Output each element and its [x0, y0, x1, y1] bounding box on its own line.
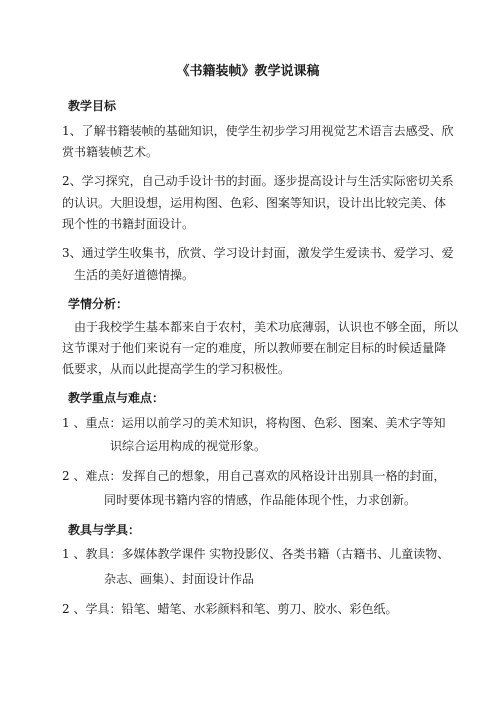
keypoints-item2-line2: 同时要体现书籍内容的情感，作品能体现个性，力求创新。: [104, 493, 417, 507]
goals-item3-line1: 3、通过学生收集书，欣赏、学习设计封面，激发学生爱读书、爱学习、爱: [62, 246, 454, 260]
goals-item2-line1: 2、学习探究，自己动手设计书的封面。逐步提高设计与生活实际密切关系: [62, 174, 454, 188]
analysis-line2: 这节课对于他们来说有一定的难度，所以教师要在制定目标的时候适量降: [62, 341, 447, 355]
tools-item1-line1: 1 、教具：多媒体教学课件 实物投影仪、各类书籍（古籍书、儿童读物、: [62, 547, 450, 561]
goals-item2-line3: 现个性的书籍封面设计。: [62, 217, 195, 231]
goals-item1-line1: 1、了解书籍装帧的基础知识，使学生初步学习用视觉艺术语言去感受、欣: [62, 124, 454, 138]
tools-item1-line2: 杂志、画集）、封面设计作品: [104, 572, 255, 586]
keypoints-item1-line1: 1 、重点：运用以前学习的美术知识，将构图、色彩、图案、美术字等知: [62, 416, 446, 430]
section-heading-tools: 教具与学具：: [68, 523, 141, 537]
goals-item1-line2: 赏书籍装帧艺术。: [62, 145, 159, 159]
goals-item2-line2: 的认识。大胆设想，运用构图、色彩、图案等知识，设计出比较完美、体: [62, 196, 447, 210]
keypoints-item1-line2: 识综合运用构成的视觉形象。: [110, 439, 267, 453]
document-title: 《书籍装帧》教学说课稿: [176, 64, 320, 79]
section-heading-goals: 教学目标: [68, 99, 117, 113]
analysis-line1: 由于我校学生基本都来自于农村，美术功底薄弱，认识也不够全面，所以: [74, 320, 459, 334]
goals-item3-line2: 生活的美好道德情操。: [74, 268, 195, 282]
tools-item2-line1: 2 、学具：铅笔、蜡笔、水彩颜料和笔、剪刀、胶水、彩色纸。: [62, 602, 398, 616]
section-heading-analysis: 学情分析：: [68, 297, 129, 311]
analysis-line3: 低要求，从而以此提高学生的学习积极性。: [62, 362, 291, 376]
keypoints-item2-line1: 2 、难点：发挥自己的想象，用自己喜欢的风格设计出别具一格的封面，: [62, 469, 446, 483]
section-heading-keypoints: 教学重点与难点：: [68, 391, 165, 405]
